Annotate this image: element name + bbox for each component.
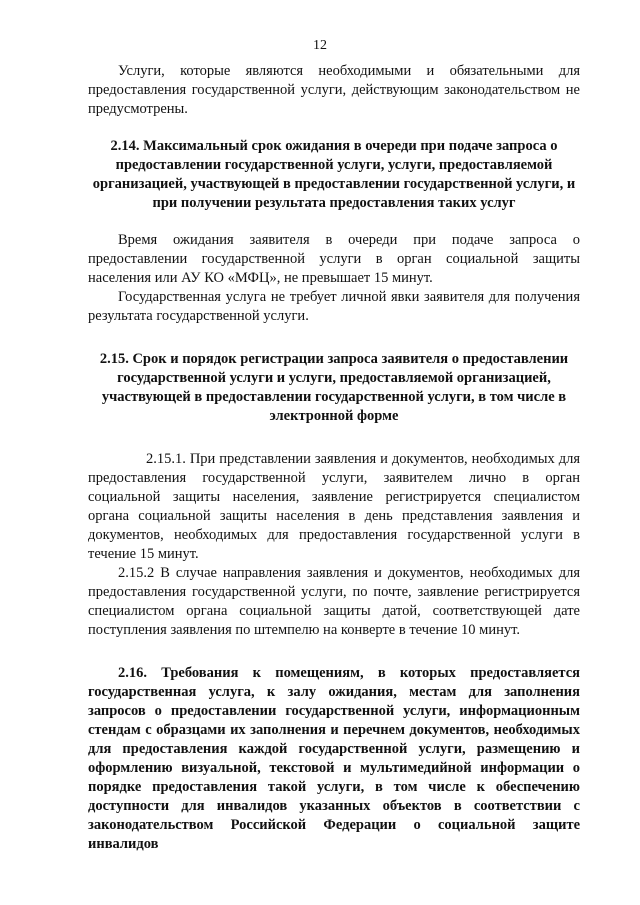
page-number: 12 [313,38,327,53]
section-2-14-paragraph-1: Время ожидания заявителя в очереди при подаче запроса о предоставлении государственной услуги в орган социальной защиты населения или АУ КО «МФЦ», не превышает 15 минут. [88,232,580,286]
section-2-15-heading: 2.15. Срок и порядок регистрации запроса заявителя о предоставлении государственной услуги и услуги, предоставляемой организацией, участвующей в предоставлении государственной услуги, в том числе в электронной форме [99,351,569,424]
section-2-15-1-paragraph: 2.15.1. При представлении заявления и документов, необходимых для предоставления государственной услуги, заявителем лично в орган социальной защиты населения, заявление регистрируется специалистом органа социальной защиты населения в день представления заявления и документов, необходимых для предоставления государственной услуги в течение 15 минут. [88,451,580,562]
section-2-15-2-paragraph: 2.15.2 В случае направления заявления и документов, необходимых для предоставления государственной услуги, по почте, заявление регистрируется специалистом органа социальной защиты датой, соответствующей дате поступления заявления по штемпелю на конверте в течение 10 минут. [88,565,580,638]
section-2-14-paragraph-2: Государственная услуга не требует личной явки заявителя для получения результата государственной услуги. [88,289,580,324]
paragraph-intro: Услуги, которые являются необходимыми и обязательными для предоставления государственной услуги, действующим законодательством не предусмотрены. [88,63,580,117]
section-2-16-heading: 2.16. Требования к помещениям, в которых предоставляется государственная услуга, к залу ожидания, местам для заполнения запросов о предоставлении государственной услуги, информационным стендам с образцами их заполнения и перечнем документов, необходимых для предоставления каждой государственной услуги, размещению и оформлению визуальной, текстовой и мультимедийной информации о порядке предоставления такой услуги, в том числе к обеспечению доступности для инвалидов указанных объектов в соответствии с законодательством Российской Федерации о социальной защите инвалидов [88,665,580,852]
document-body [88,62,580,854]
section-2-14-heading: 2.14. Максимальный срок ожидания в очереди при подаче запроса о предоставлении государственной услуги, услуги, предоставляемой организацией, участвующей в предоставлении государственной услуги, и при получении результата предоставления таких услуг [92,138,576,211]
